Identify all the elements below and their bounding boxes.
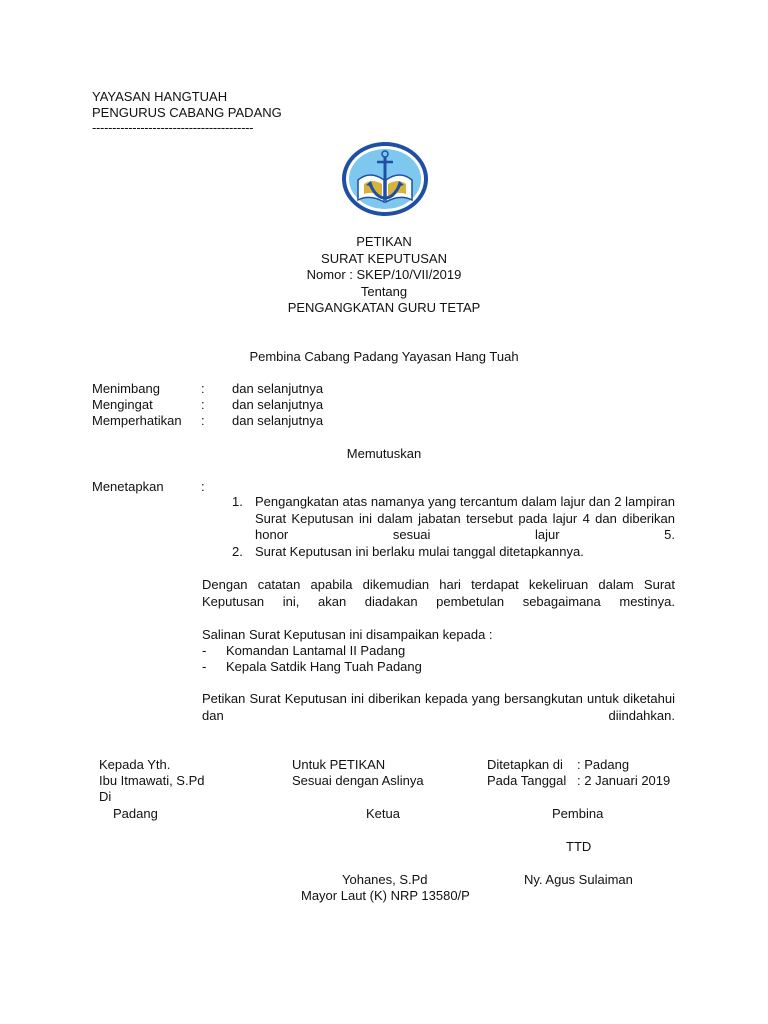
chair-title: Ketua xyxy=(366,806,400,821)
branch-name: PENGURUS CABANG PADANG xyxy=(92,105,282,120)
copies-dash: - xyxy=(202,659,207,674)
yayasan-logo xyxy=(340,140,430,218)
copies-intro: Salinan Surat Keputusan ini disampaikan kepada : xyxy=(202,627,493,642)
decides-heading: Memutuskan xyxy=(346,446,422,461)
patron-name: Ny. Agus Sulaiman xyxy=(524,872,633,887)
consideration-sep: : xyxy=(201,381,205,396)
consideration-label: Memperhatikan xyxy=(92,413,182,428)
consideration-sep: : xyxy=(201,397,205,412)
note-paragraph: Dengan catatan apabila dikemudian hari terdapat kekeliruan dalam Surat Keputusan ini, akan diadakan pembetulan sebagaimana mestinya. xyxy=(202,577,675,609)
copies-item: Komandan Lantamal II Padang xyxy=(226,643,406,658)
patron-title: Pembina xyxy=(552,806,604,821)
set-at-value: : Padang xyxy=(577,757,630,772)
org-name: YAYASAN HANGTUAH xyxy=(92,89,228,104)
point-text: Pengangkatan atas namanya yang tercantum dalam lajur dan 2 lampiran Surat Keputusan ini dalam jabatan tersebut pada lajur 4 dan diberikan honor sesuai lajur 5. xyxy=(255,494,675,542)
menetapkan-sep: : xyxy=(201,479,205,494)
date-label: Pada Tanggal xyxy=(487,773,567,788)
point-number: 1. xyxy=(232,494,243,509)
title-surat-keputusan: SURAT KEPUTUSAN xyxy=(321,251,447,266)
copy-certification: Untuk PETIKAN xyxy=(292,757,386,772)
consideration-sep: : xyxy=(201,413,205,428)
point-number: 2. xyxy=(232,544,243,559)
chair-name: Yohanes, S.Pd xyxy=(342,872,428,887)
menetapkan-label: Menetapkan xyxy=(92,479,164,494)
addressee-city: Padang xyxy=(113,806,158,821)
addressee-name: Ibu Itmawati, S.Pd xyxy=(99,773,205,788)
consideration-value: dan selanjutnya xyxy=(232,381,324,396)
copies-dash: - xyxy=(202,643,207,658)
signature-ttd: TTD xyxy=(566,839,592,854)
chair-rank: Mayor Laut (K) NRP 13580/P xyxy=(301,888,470,903)
title-about: Tentang xyxy=(360,284,408,299)
closing-paragraph: Petikan Surat Keputusan ini diberikan kepada yang bersangkutan untuk diketahui dan diindahkan. xyxy=(202,691,675,723)
title-number: Nomor : SKEP/10/VII/2019 xyxy=(306,267,462,282)
addressee-at: Di xyxy=(99,789,112,804)
title-petikan: PETIKAN xyxy=(356,234,412,249)
consideration-label: Menimbang xyxy=(92,381,160,396)
consideration-value: dan selanjutnya xyxy=(232,397,324,412)
consideration-label: Mengingat xyxy=(92,397,153,412)
header-rule: ---------------------------------------- xyxy=(92,120,254,135)
date-value: : 2 Januari 2019 xyxy=(577,773,671,788)
title-subject: PENGANGKATAN GURU TETAP xyxy=(287,300,481,315)
point-text: Surat Keputusan ini berlaku mulai tanggal ditetapkannya. xyxy=(255,544,584,559)
issuer: Pembina Cabang Padang Yayasan Hang Tuah xyxy=(249,349,519,364)
copy-certification-2: Sesuai dengan Aslinya xyxy=(292,773,424,788)
consideration-value: dan selanjutnya xyxy=(232,413,324,428)
copies-item: Kepala Satdik Hang Tuah Padang xyxy=(226,659,422,674)
set-at-label: Ditetapkan di xyxy=(487,757,563,772)
addressee-line: Kepada Yth. xyxy=(99,757,171,772)
